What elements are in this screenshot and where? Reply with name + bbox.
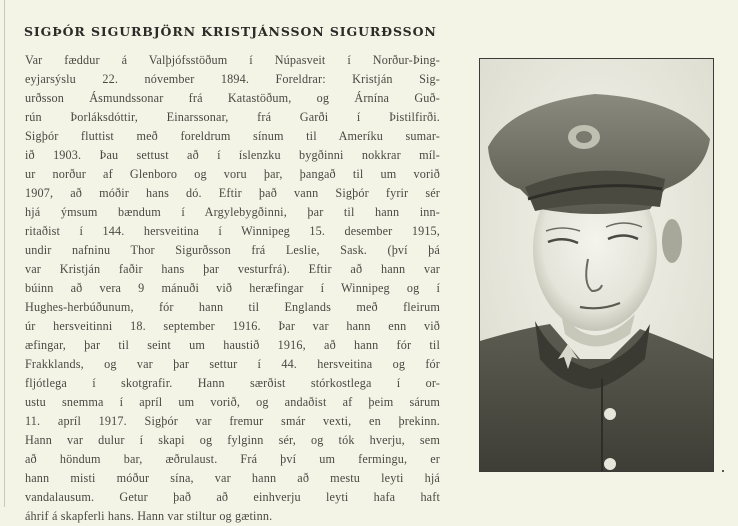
text-line: Hughes-herbúðunum, fór hann til Englands með fleirum [25, 300, 440, 314]
text-line: ur norður af Glenboro og voru þar, þangað til um vorið [25, 167, 440, 181]
text-line: hann misti móður sína, var hann að mestu leyti hjá [25, 471, 440, 485]
text-line: var Kristján faðir hans þar vesturfrá). Eftir að hann var [25, 262, 440, 276]
text-line: Sigþór fluttist með foreldrum sínum til Ameríku sumar- [25, 129, 440, 143]
page-title: SIGÞÓR SIGURBJÖRN KRISTJÁNSSON SIGURÐSSON [24, 24, 437, 39]
biography-text [25, 51, 440, 526]
text-line: rún Þorláksdóttir, Einarssonar, frá Garði í Þistilfirði. [25, 110, 440, 124]
text-line: æfingar, þar til seint um haustið 1916, að hann fór til [25, 338, 440, 352]
text-line: úr hersveitinni 18. september 1916. Þar var hann enn við [25, 319, 440, 333]
soldier-portrait-image [480, 59, 713, 471]
text-line: 11. apríl 1917. Sigþór var fremur smár vexti, en þrekinn. [25, 414, 440, 428]
text-line: undir nafninu Thor Sigurðsson frá Leslie, Sask. (því þá [25, 243, 440, 257]
text-line: ritaðist í 144. hersveitina í Winnipeg 15. desember 1915, [25, 224, 440, 238]
text-line: Frakklands, og var þar settur í 44. hersveitina og fór [25, 357, 440, 371]
print-speck [722, 470, 724, 472]
text-line: áhrif á skapferli hans. Hann var stiltur og gætinn. [25, 509, 273, 523]
page-margin-rule [4, 0, 5, 507]
text-line: Var fæddur á Valþjófsstöðum í Núpasveit í Norður-Þing- [25, 53, 440, 67]
text-line: eyjarsýslu 22. nóvember 1894. Foreldrar: Kristján Sig- [25, 72, 440, 86]
text-line: fljótlega í skotgrafir. Hann særðist stórkostlega í or- [25, 376, 440, 390]
text-line: 1907, að móðir hans dó. Eftir það vann Sigþór fyrir sér [25, 186, 440, 200]
text-line: að höndum bar, æðrulaust. Frá því um fermingu, er [25, 452, 440, 466]
portrait-photo [479, 58, 714, 472]
text-line: Hann var dulur í skapi og fylginn sér, og tók hverju, sem [25, 433, 440, 447]
text-line: ustu snemma í apríl um vorið, og andaðist af þeim sárum [25, 395, 440, 409]
text-line: urðsson Ásmundssonar frá Katastöðum, og Árnína Guð- [25, 91, 440, 105]
text-line: búinn að vera 9 mánuði við heræfingar í Winnipeg og í [25, 281, 440, 295]
text-line: hjá ýmsum bændum í Argylebygðinni, þar til hann inn- [25, 205, 440, 219]
text-line: ið 1903. Þau settust að í íslenzku bygðinni nokkrar míl- [25, 148, 440, 162]
text-line: vandalausum. Getur það að einhverju leyti hafa haft [25, 490, 440, 504]
